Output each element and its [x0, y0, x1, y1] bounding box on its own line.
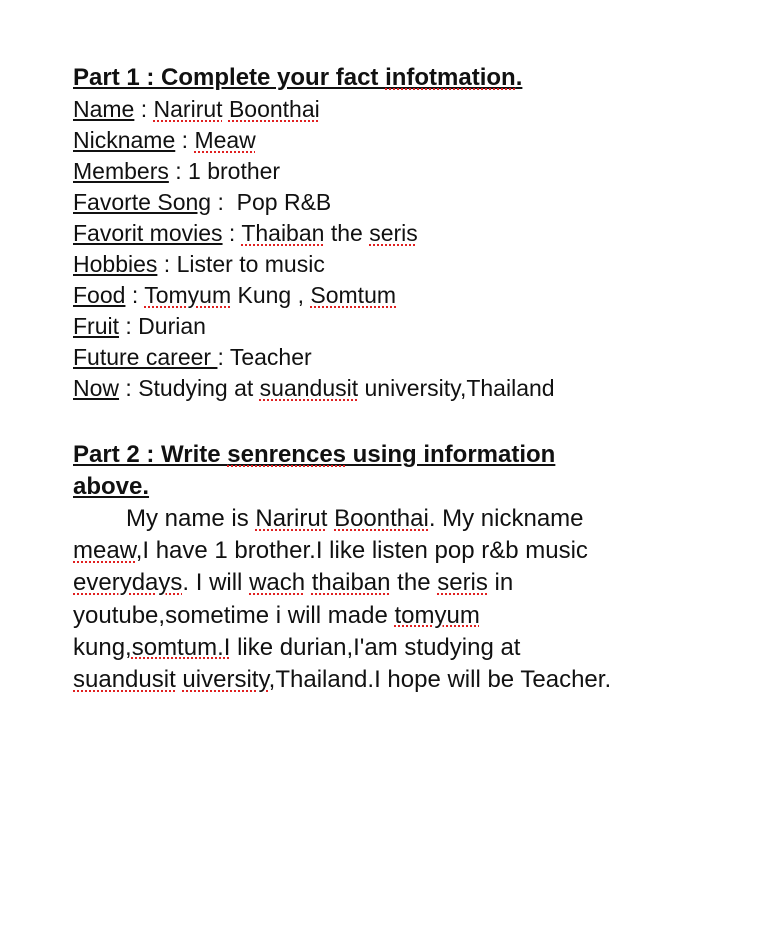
part2-heading — [73, 439, 713, 503]
fact-value — [237, 189, 332, 215]
paragraph-misspelled-word: uiversity — [182, 666, 269, 694]
fact-value — [138, 375, 554, 401]
fact-row — [73, 342, 713, 373]
fact-value-text: Teacher — [229, 344, 312, 370]
fact-label: Favorte Song — [73, 189, 212, 215]
fact-separator: : — [217, 344, 230, 370]
fact-value-text: Lister to music — [176, 251, 325, 277]
fact-separator: : — [125, 282, 145, 308]
fact-row — [73, 94, 713, 125]
fact-value-text: university,Thailand — [358, 375, 555, 401]
part2-heading-line-2: above. — [73, 473, 150, 500]
fact-value — [177, 251, 325, 277]
fact-label: Hobbies — [73, 251, 158, 277]
paragraph-text: ,Thailand.I hope will be Teacher. — [268, 666, 612, 694]
fact-row — [73, 156, 713, 187]
paragraph-line — [73, 567, 713, 599]
fact-label: Fruit — [73, 313, 119, 339]
part2-heading-text: Part 2 : Write senrences using information — [73, 441, 556, 468]
fact-label: Nickname — [73, 127, 176, 153]
paragraph-misspelled-word: thaiban — [311, 569, 391, 597]
paragraph-misspelled-word: somtum.I — [131, 633, 231, 661]
part2-heading-line-1 — [73, 439, 713, 471]
part1-heading-text: Part 1 : Complete your fact — [73, 64, 386, 91]
fact-value-misspelled-word: Meaw — [194, 127, 256, 153]
fact-value-misspelled-word: Tomyum — [144, 282, 232, 308]
fact-value — [188, 158, 280, 184]
fact-value-text: Studying at — [138, 375, 260, 401]
fact-row — [73, 280, 713, 311]
fact-value-text: Pop R&B — [236, 189, 332, 215]
fact-label: Now — [73, 375, 120, 401]
fact-separator: : — [157, 251, 177, 277]
paragraph-line — [73, 664, 713, 696]
fact-label: Food — [73, 282, 126, 308]
paragraph-line — [73, 632, 713, 664]
paragraph-misspelled-word: everydays — [73, 569, 183, 597]
part2-heading-misspelled-word: senrences — [227, 441, 347, 468]
fact-row — [73, 125, 713, 156]
fact-separator: : — [168, 158, 189, 184]
paragraph-text: . My nickname — [428, 505, 584, 532]
fact-value-text: Kung , — [231, 282, 311, 308]
fact-value — [154, 96, 320, 122]
fact-value — [144, 282, 396, 308]
paragraph-line — [73, 503, 713, 535]
fact-row — [73, 187, 713, 218]
fact-row — [73, 249, 713, 280]
fact-row — [73, 218, 713, 249]
fact-separator: : — [175, 127, 195, 153]
fact-separator: : — [119, 375, 139, 401]
paragraph-text: in — [487, 569, 514, 597]
paragraph-misspelled-word: wach — [249, 569, 306, 597]
fact-value-misspelled-word: Thaiban — [241, 220, 325, 246]
fact-row — [73, 311, 713, 342]
fact-label: Future career — [73, 344, 218, 370]
paragraph-text: like durian,I'am studying at — [230, 633, 521, 661]
fact-label: Favorit movies — [73, 220, 223, 246]
fact-value-text: the — [324, 220, 370, 246]
fact-value — [138, 313, 206, 339]
paragraph-misspelled-word: meaw — [73, 537, 136, 565]
fact-value-text: Durian — [138, 313, 206, 339]
paragraph-line — [73, 535, 713, 567]
fact-separator: : — [222, 220, 242, 246]
paragraph-line — [73, 600, 713, 632]
fact-label: Name — [73, 96, 135, 122]
paragraph-text: . I will — [182, 569, 250, 597]
fact-row — [73, 373, 713, 404]
fact-label: Members — [73, 158, 169, 184]
fact-separator: : — [119, 313, 139, 339]
paragraph-text — [305, 569, 312, 596]
document-page — [73, 62, 713, 696]
fact-value-misspelled-word: suandusit — [259, 375, 359, 401]
paragraph-misspelled-word: seris — [437, 569, 488, 597]
fact-value-misspelled-word: Narirut — [153, 96, 223, 122]
paragraph-text: youtube,sometime i will made — [73, 601, 395, 629]
fact-value-misspelled-word: seris — [369, 220, 418, 246]
fact-value-text: 1 brother — [188, 158, 281, 184]
fact-value — [241, 220, 417, 246]
paragraph-misspelled-word: Narirut — [255, 505, 328, 532]
fact-value — [194, 127, 255, 153]
fact-value — [230, 344, 312, 370]
paragraph-text: ,I have 1 brother.I like listen pop r&b music — [135, 537, 588, 565]
part1-heading — [73, 62, 713, 94]
paragraph-text: My name is — [126, 505, 256, 532]
fact-list — [73, 94, 713, 404]
paragraph-text: kung, — [73, 633, 132, 661]
fact-value-misspelled-word: Boonthai — [228, 96, 320, 122]
paragraph-misspelled-word: Boonthai — [334, 505, 429, 532]
paragraph-misspelled-word: tomyum — [394, 601, 480, 629]
part1-heading-period: . — [515, 64, 523, 91]
part1-heading-misspelled-word: infotmation — [385, 64, 516, 91]
paragraph-text: the — [390, 569, 438, 597]
fact-value-misspelled-word: Somtum — [310, 282, 397, 308]
fact-separator: : — [134, 96, 154, 122]
paragraph-misspelled-word: suandusit — [73, 666, 176, 694]
fact-separator: : — [211, 189, 237, 215]
part2-paragraph — [73, 503, 713, 696]
